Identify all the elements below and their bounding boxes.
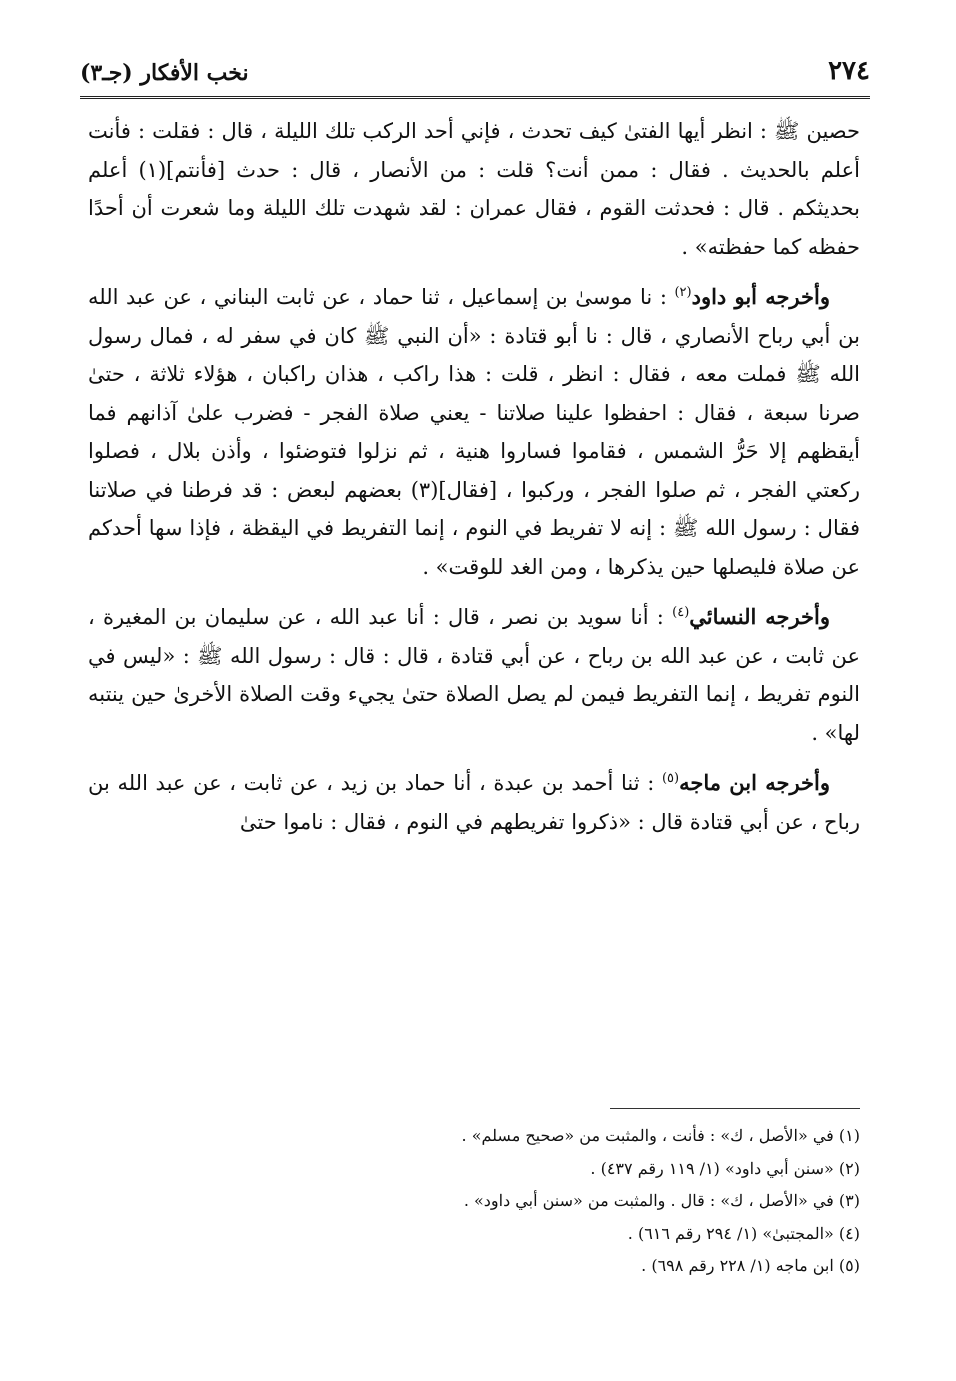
footnote-ref: (٤) bbox=[672, 605, 690, 620]
footnote-divider bbox=[610, 1108, 860, 1109]
footnote-ref: (٢) bbox=[674, 285, 692, 300]
footnote-4: (٤) «المجتبىٰ» (١/ ٢٩٤ رقم ٦١٦) . bbox=[627, 1223, 860, 1243]
footnote-2: (٢) «سنن أبي داود» (١/ ١١٩ رقم ٤٣٧) . bbox=[590, 1158, 860, 1178]
footnote-3: (٣) في «الأصل ، ك» : قال . والمثبت من «سنن أبي داود» . bbox=[463, 1191, 860, 1210]
paragraph-1 bbox=[88, 112, 860, 266]
paragraph-text: : نا موسىٰ بن إسماعيل ، ثنا حماد ، عن ثابت البناني ، عن عبد الله بن أبي رباح الأنصاري ، قال : نا أبو قتادة : «أن النبي ﷺ كان في سفر له ، فمال رسول الله ﷺ فملت معه ، فقال : انظر ، قلت : هذا راكب ، هذان راكبان ، هؤلاء ثلاثة ، حتىٰ صرنا سبعة ، فقال : احفظوا علينا صلاتنا - يعني صلاة الفجر - فضرب علىٰ آذانهم فما أيقظهم إلا حَرُّ الشمس ، فقاموا فساروا هنية ، ثم نزلوا فتوضئوا ، وأذن بلال ، فصلوا ركعتي الفجر ، ثم صلوا الفجر ، وركبوا ، [فقال](٣) بعضهم لبعض : قد فرطنا في صلاتنا فقال : رسول الله ﷺ : إنه لا تفريط في النوم ، إنما التفريط في اليقظة ، فإذا سها أحدكم عن صلاة فليصلها حين يذكرها ، ومن الغد للوقت» . bbox=[88, 285, 860, 579]
paragraph-3 bbox=[88, 598, 860, 752]
footnote-ref: (٥) bbox=[661, 771, 680, 786]
paragraph-text: حصين ﷺ : انظر أيها الفتىٰ كيف تحدث ، فإني أحد الركب تلك الليلة ، قال : فقلت : فأنت أعلم بالحديث . فقال : ممن أنت؟ قلت : من الأنصار ، قال : حدث [فأنتم](١) أعلم بحديثكم . قال : فحدثت القوم ، فقال عمران : لقد شهدت تلك الليلة وما شعرت أن أحدًا حفظه كما حفظته» . bbox=[88, 119, 860, 259]
footnote-5: (٥) ابن ماجه (١/ ٢٢٨ رقم ٦٩٨) . bbox=[641, 1256, 860, 1275]
book-title: نخب الأفكار (جـ٣) bbox=[80, 60, 249, 86]
paragraph-4 bbox=[88, 764, 860, 841]
main-text bbox=[88, 112, 860, 853]
paragraph-text: : أنا سويد بن نصر ، قال : أنا عبد الله ، عن سليمان بن المغيرة ، عن ثابت ، عن عبد الله بن رباح ، عن أبي قتادة ، قال : قال : رسول الله ﷺ : «ليس في النوم تفريط ، إنما التفريط فيمن لم يصل الصلاة حتىٰ يجيء وقت الصلاة الأخرىٰ حين ينتبه لها» . bbox=[88, 605, 860, 745]
paragraph-head: وأخرجه النسائي bbox=[689, 604, 830, 629]
page-number: ٢٧٤ bbox=[828, 56, 870, 86]
footnotes bbox=[100, 1120, 860, 1283]
paragraph-2 bbox=[88, 278, 860, 586]
page-header bbox=[80, 52, 870, 99]
paragraph-head: وأخرجه أبو داود bbox=[691, 284, 830, 309]
footnote-1: (١) في «الأصل ، ك» : فأنت ، والمثبت من «صحيح مسلم» . bbox=[461, 1126, 860, 1145]
paragraph-head: وأخرجه ابن ماجه bbox=[679, 770, 830, 795]
paragraph-text: : ثنا أحمد بن عبدة ، أنا حماد بن زيد ، عن ثابت ، عن عبد الله بن رباح ، عن أبي قتادة قال : «ذكروا تفريطهم في النوم ، فقال : ناموا حتىٰ bbox=[88, 771, 860, 834]
